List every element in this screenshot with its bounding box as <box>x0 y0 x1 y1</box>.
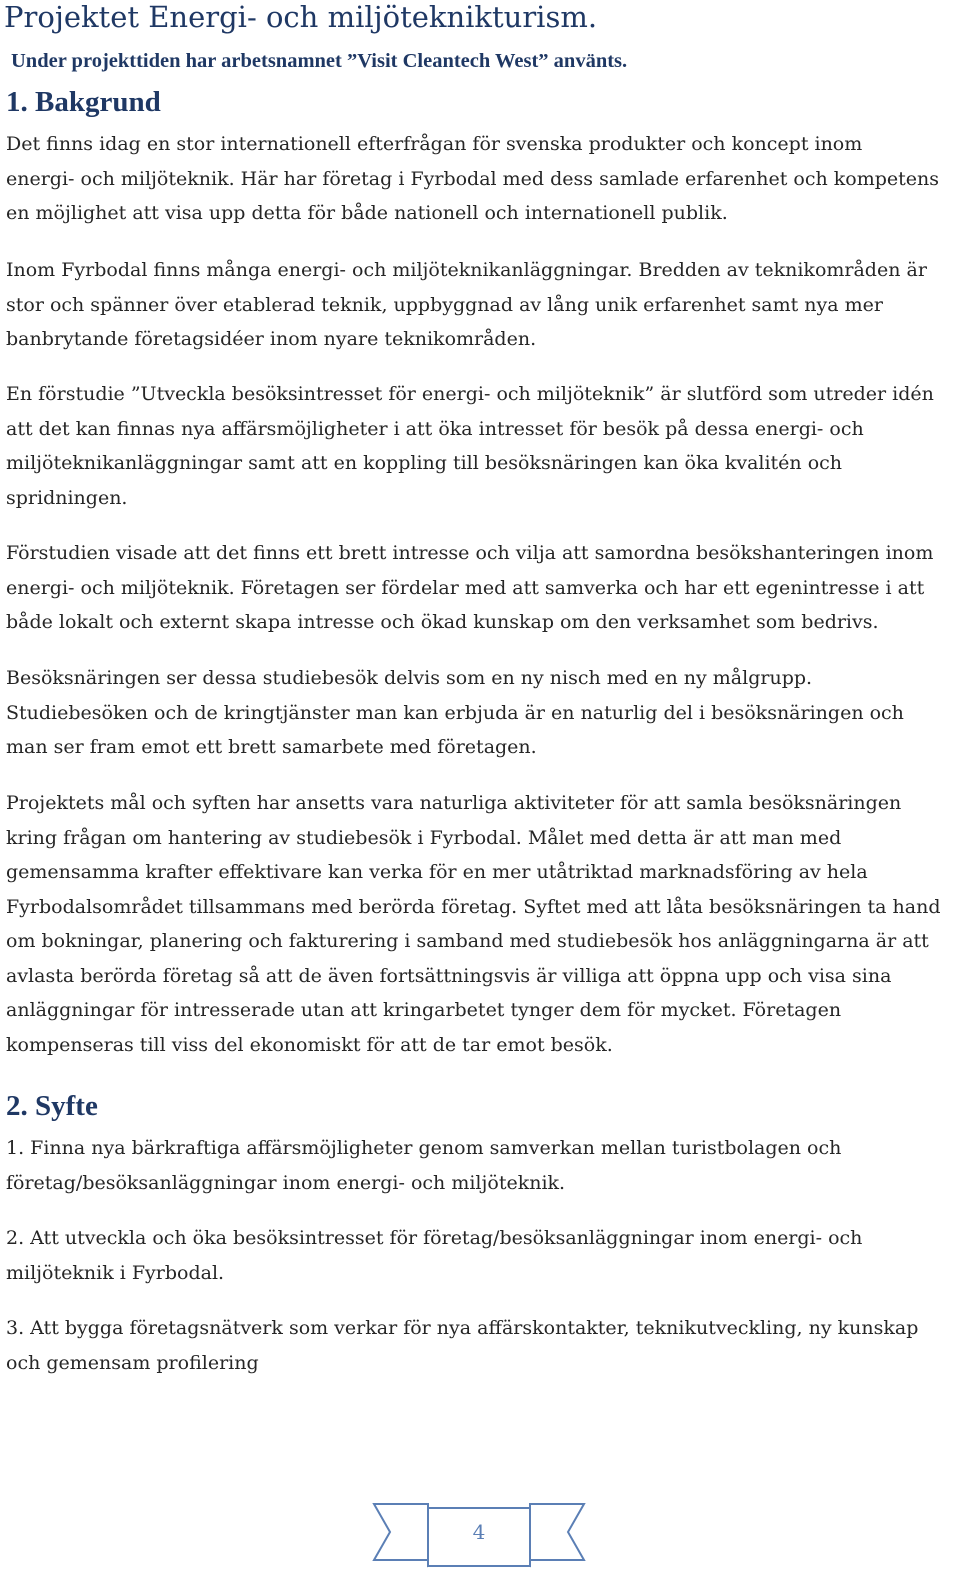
text-line: Förstudien visade att det finns ett brett intresse och vilja att samordna besökshanteringen inom <box>6 542 934 564</box>
text-line: kompenseras till viss del ekonomiskt för att de tar emot besök. <box>6 1033 613 1056</box>
paragraph-bakgrund-2 <box>6 253 927 357</box>
paragraph-bakgrund-6 <box>6 786 941 1062</box>
text-line: 2. Att utveckla och öka besöksintresset för företag/besöksanläggningar inom energi- och <box>6 1227 863 1249</box>
text-line: kring frågan om hantering av studiebesök i Fyrbodal. Målet med detta är att man med <box>6 826 842 849</box>
text-line: anläggningar för intresserade utan att kringarbetet tynger dem för mycket. Företagen <box>6 999 842 1021</box>
text-line: miljöteknik i Fyrbodal. <box>6 1261 225 1284</box>
text-line: banbrytande företagsidéer inom nyare teknikområden. <box>6 328 537 350</box>
text-line: gemensamma krafter effektivare kan verka för en mer utåtriktad marknadsföring av hela <box>6 861 868 883</box>
text-line: både lokalt och externt skapa intresse och ökad kunskap om den verksamhet som bedrivs. <box>6 611 879 633</box>
text-line: Det finns idag en stor internationell efterfrågan för svenska produkter och koncept inom <box>6 133 863 155</box>
page-number: 4 <box>472 1520 486 1544</box>
list-item-syfte-1 <box>6 1131 841 1200</box>
text-line: Inom Fyrbodal finns många energi- och miljöteknikanläggningar. Bredden av teknikområden är <box>6 259 927 281</box>
text-line: stor och spänner över etablerad teknik, uppbyggnad av lång unik erfarenhet samt nya mer <box>6 293 883 316</box>
text-line: en möjlighet att visa upp detta för både nationell och internationell publik. <box>6 202 728 224</box>
text-line: spridningen. <box>6 486 128 509</box>
text-line: Fyrbodalsområdet tillsammans med berörda företag. Syftet med att låta besöksnäringen ta hand <box>6 895 941 918</box>
paragraph-bakgrund-1 <box>6 127 939 231</box>
text-line: om bokningar, planering och fakturering i samband med studiebesök hos anläggningarna är att <box>6 930 929 952</box>
text-line: miljöteknikanläggningar samt att en koppling till besöksnäringen kan öka kvalitén och <box>6 452 843 474</box>
text-line: energi- och miljöteknik. Företagen ser fördelar med att samverka och har ett egenintresse i att <box>6 576 925 599</box>
text-line: avlasta berörda företag så att de även fortsättningsvis är villiga att öppna upp och visa sina <box>6 964 892 987</box>
list-item-syfte-2 <box>6 1221 862 1290</box>
paragraph-bakgrund-5 <box>6 661 904 765</box>
paragraph-bakgrund-4 <box>6 536 933 640</box>
text-line: Projektets mål och syften har ansetts vara naturliga aktiviteter för att samla besöksnäringen <box>6 792 902 814</box>
section-heading-bakgrund: 1. Bakgrund <box>6 86 161 118</box>
text-line: 3. Att bygga företagsnätverk som verkar för nya affärskontakter, teknikutveckling, ny kunskap <box>6 1317 919 1339</box>
text-line: Studiebesöken och de kringtjänster man kan erbjuda är en naturlig del i besöksnäringen och <box>6 701 904 724</box>
document-title: Projektet Energi- och miljöteknikturism. <box>4 0 598 34</box>
text-line: Besöksnäringen ser dessa studiebesök delvis som en ny nisch med en ny målgrupp. <box>6 667 813 689</box>
paragraph-bakgrund-3 <box>6 377 934 515</box>
document-subtitle: Under projekttiden har arbetsnamnet ”Visit Cleantech West” använts. <box>11 50 628 72</box>
text-line: företag/besöksanläggningar inom energi- och miljöteknik. <box>6 1171 566 1194</box>
text-line: att det kan finnas nya affärsmöjligheter i att öka intresset för besök på dessa energi- och <box>6 417 864 440</box>
text-line: 1. Finna nya bärkraftiga affärsmöjligheter genom samverkan mellan turistbolagen och <box>6 1137 842 1159</box>
text-line: En förstudie ”Utveckla besöksintresset för energi- och miljöteknik” är slutförd som utreder idén <box>6 383 934 405</box>
text-line: energi- och miljöteknik. Här har företag i Fyrbodal med dess samlade erfarenhet och kompetens <box>6 167 940 190</box>
text-line: och gemensam profilering <box>6 1351 259 1374</box>
section-heading-syfte: 2. Syfte <box>6 1090 98 1122</box>
text-line: man ser fram emot ett brett samarbete med företagen. <box>6 736 537 758</box>
list-item-syfte-3 <box>6 1311 918 1380</box>
